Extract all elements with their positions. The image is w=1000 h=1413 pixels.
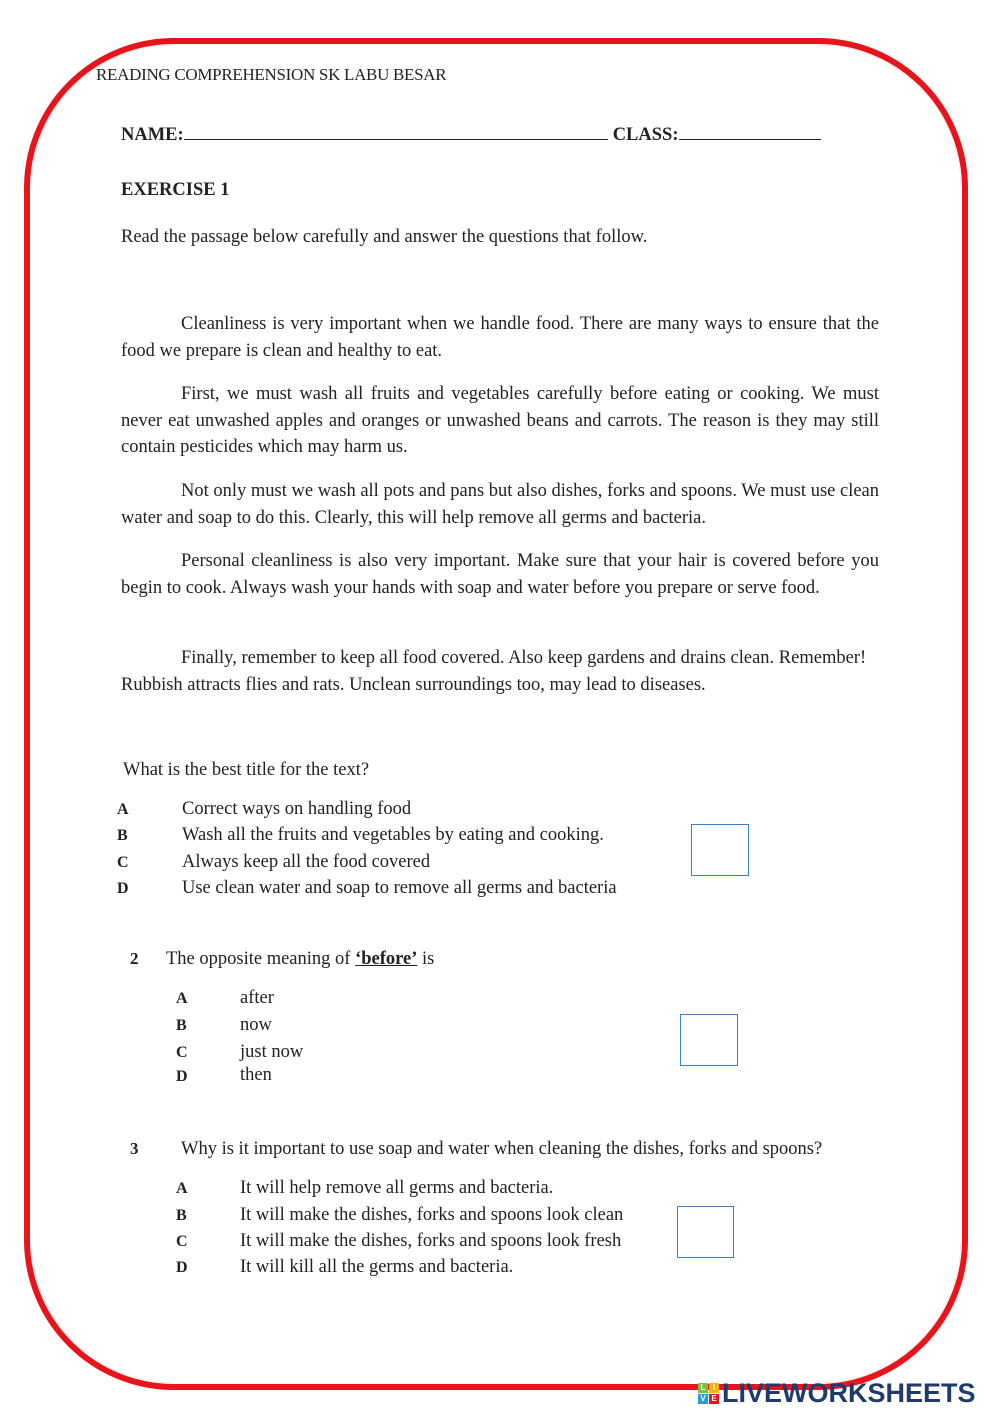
passage-paragraph: Finally, remember to keep all food covered. Also keep gardens and drains clean. Remember! Rubbish attracts flies and rats. Unclean surroundings too, may lead to diseases. bbox=[121, 648, 867, 695]
question-3-text: Why is it important to use soap and water when cleaning the dishes, forks and spoons? bbox=[181, 1139, 823, 1159]
option-text: then bbox=[240, 1065, 272, 1085]
exercise-heading: EXERCISE 1 bbox=[121, 180, 230, 200]
option-letter: C bbox=[176, 1044, 188, 1061]
class-label: CLASS: bbox=[612, 125, 679, 145]
option-letter: B bbox=[176, 1207, 187, 1224]
option-letter: D bbox=[176, 1068, 188, 1085]
name-field bbox=[121, 120, 821, 146]
header-title: READING COMPREHENSION SK LABU BESAR bbox=[96, 65, 447, 84]
question-1-text: What is the best title for the text? bbox=[123, 760, 370, 780]
question-3-number: 3 bbox=[130, 1139, 139, 1158]
option-letter: D bbox=[117, 880, 129, 897]
name-label: NAME: bbox=[121, 125, 184, 145]
passage-paragraph: Cleanliness is very important when we handle food. There are many ways to ensure that the food we prepare is clean and healthy to eat. bbox=[121, 314, 879, 361]
option-text: Always keep all the food covered bbox=[182, 852, 431, 872]
option-text: It will make the dishes, forks and spoons look clean bbox=[240, 1205, 624, 1225]
option-text: Use clean water and soap to remove all germs and bacteria bbox=[182, 878, 617, 898]
option-letter: C bbox=[117, 854, 129, 871]
logo-text: LIVEWORKSHEETS bbox=[722, 1378, 976, 1408]
passage-paragraph: Not only must we wash all pots and pans but also dishes, forks and spoons. We must use clean water and soap to do this. Clearly, this will help remove all germs and bacteria. bbox=[121, 481, 880, 528]
option-letter: B bbox=[117, 827, 128, 844]
passage-paragraph: Personal cleanliness is also very important. Make sure that your hair is covered before you begin to cook. Always wash your hands with soap and water before you prepare or serve food. bbox=[121, 551, 879, 598]
question-2-number: 2 bbox=[130, 949, 139, 968]
option-letter: A bbox=[176, 1180, 188, 1197]
option-letter: A bbox=[117, 801, 129, 818]
option-letter: A bbox=[176, 990, 188, 1007]
option-text: It will kill all the germs and bacteria. bbox=[240, 1257, 514, 1277]
option-letter: D bbox=[176, 1259, 188, 1276]
option-text: It will make the dishes, forks and spoons look fresh bbox=[240, 1231, 622, 1251]
option-text: just now bbox=[240, 1042, 304, 1062]
option-text: after bbox=[240, 988, 274, 1008]
question-2-text: The opposite meaning of ‘before’ is bbox=[166, 949, 435, 969]
option-text: Correct ways on handling food bbox=[182, 799, 412, 819]
keyword: ‘before’ bbox=[355, 949, 418, 969]
liveworksheets-logo bbox=[698, 1378, 976, 1409]
answer-box-q2[interactable] bbox=[680, 1014, 738, 1066]
option-letter: C bbox=[176, 1233, 188, 1250]
passage-paragraph: First, we must wash all fruits and vegetables carefully before eating or cooking. We must never eat unwashed apples and oranges or unwashed beans and carrots. The reason is they may still contain pesticides which may harm us. bbox=[121, 384, 879, 457]
logo-blocks-icon: L I V E bbox=[698, 1383, 719, 1404]
option-text: It will help remove all germs and bacteria. bbox=[240, 1178, 554, 1198]
answer-box-q3[interactable] bbox=[677, 1206, 734, 1258]
option-letter: B bbox=[176, 1017, 187, 1034]
class-blank[interactable] bbox=[679, 120, 821, 140]
answer-box-q1[interactable] bbox=[691, 824, 749, 876]
option-text: now bbox=[240, 1015, 272, 1035]
name-blank[interactable] bbox=[184, 120, 608, 140]
instruction: Read the passage below carefully and answer the questions that follow. bbox=[121, 227, 648, 247]
option-text: Wash all the fruits and vegetables by eating and cooking. bbox=[182, 825, 604, 845]
